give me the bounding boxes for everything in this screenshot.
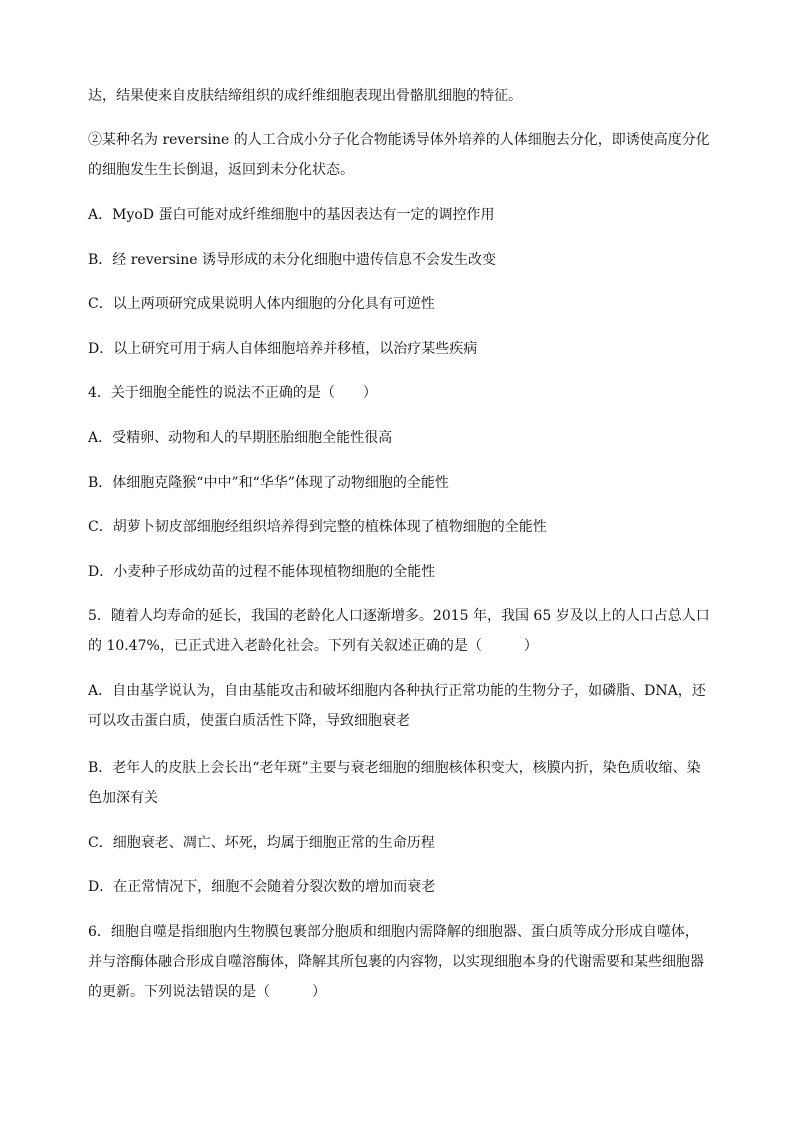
option-line: C．胡萝卜韧皮部细胞经组织培养得到完整的植株体现了植物细胞的全能性 [88, 519, 547, 535]
question-line: 5．随着人均寿命的延长，我国的老龄化人口逐渐增多。2015 年，我国 65 岁及以上的人口占总人口 [88, 608, 710, 624]
question-line: 的更新。下列说法错误的是（ ） [88, 984, 326, 1000]
question-line: 并与溶酶体融合形成自噬溶酶体，降解其所包裹的内容物，以实现细胞本身的代谢需要和某些细胞器 [88, 954, 704, 970]
option-line: A．MyoD 蛋白可能对成纤维细胞中的基因表达有一定的调控作用 [88, 207, 495, 223]
question-line: 6．细胞自噬是指细胞内生物膜包裹部分胞质和细胞内需降解的细胞器、蛋白质等成分形成自噬体， [88, 924, 699, 940]
question-line: 4．关于细胞全能性的说法不正确的是（ ） [88, 385, 377, 401]
text-line: 达，结果使来自皮肤结缔组织的成纤维细胞表现出骨骼肌细胞的特征。 [88, 88, 522, 104]
question-line: 的 10.47%，已正式进入老龄化社会。下列有关叙述正确的是（ ） [88, 638, 538, 654]
option-line: C．以上两项研究成果说明人体内细胞的分化具有可逆性 [88, 296, 435, 312]
option-line: B．经 reversine 诱导形成的未分化细胞中遗传信息不会发生改变 [88, 252, 497, 268]
option-line: A．受精卵、动物和人的早期胚胎细胞全能性很高 [88, 430, 393, 446]
text-line: ②某种名为 reversine 的人工合成小分子化合物能诱导体外培养的人体细胞去分化，即诱使高度分化 [88, 132, 710, 148]
option-line: 色加深有关 [88, 790, 158, 806]
option-line: 可以攻击蛋白质，使蛋白质活性下降，导致细胞衰老 [88, 713, 410, 729]
text-line: 的细胞发生生长倒退，返回到未分化状态。 [88, 162, 354, 178]
option-line: D．小麦种子形成幼苗的过程不能体现植物细胞的全能性 [88, 564, 436, 580]
option-line: B．体细胞克隆猴“中中”和“华华”体现了动物细胞的全能性 [88, 475, 449, 491]
option-line: C．细胞衰老、凋亡、坏死，均属于细胞正常的生命历程 [88, 835, 435, 851]
option-line: D．以上研究可用于病人自体细胞培养并移植，以治疗某些疾病 [88, 341, 478, 357]
option-line: B．老年人的皮肤上会长出“老年斑”主要与衰老细胞的细胞核体积变大，核膜内折，染色质收缩、染 [88, 760, 701, 776]
option-line: D．在正常情况下，细胞不会随着分裂次数的增加而衰老 [88, 879, 436, 895]
option-line: A．自由基学说认为，自由基能攻击和破坏细胞内各种执行正常功能的生物分子，如磷脂、DNA，还 [88, 683, 706, 699]
